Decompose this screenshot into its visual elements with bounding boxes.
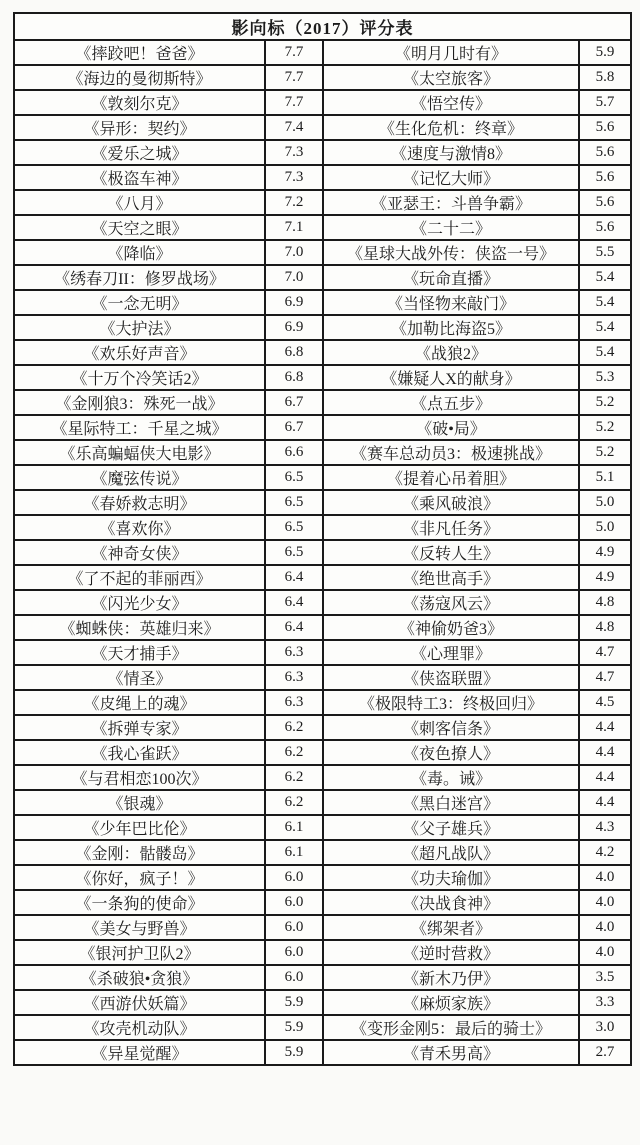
movie-title-cell: 《太空旅客》: [323, 65, 579, 90]
movie-score-cell: 6.2: [265, 790, 323, 815]
table-title: 影向标（2017）评分表: [14, 13, 631, 40]
movie-score-cell: 5.5: [579, 240, 631, 265]
table-row: [14, 90, 631, 115]
table-row: [14, 40, 631, 65]
movie-title-cell: 《乘风破浪》: [323, 490, 579, 515]
movie-title-cell: 《功夫瑜伽》: [323, 865, 579, 890]
movie-title-cell: 《西游伏妖篇》: [14, 990, 265, 1015]
table-row: [14, 515, 631, 540]
table-row: [14, 115, 631, 140]
table-row: [14, 940, 631, 965]
movie-title-cell: 《绝世高手》: [323, 565, 579, 590]
table-row: [14, 340, 631, 365]
movie-score-cell: 6.1: [265, 815, 323, 840]
movie-title-cell: 《与君相恋100次》: [14, 765, 265, 790]
movie-score-cell: 6.3: [265, 665, 323, 690]
movie-score-cell: 7.1: [265, 215, 323, 240]
movie-score-cell: 6.5: [265, 490, 323, 515]
table-row: [14, 390, 631, 415]
movie-score-cell: 7.4: [265, 115, 323, 140]
movie-title-cell: 《反转人生》: [323, 540, 579, 565]
movie-score-cell: 5.1: [579, 465, 631, 490]
table-row: [14, 590, 631, 615]
movie-score-cell: 6.5: [265, 540, 323, 565]
movie-score-cell: 5.0: [579, 490, 631, 515]
movie-score-cell: 6.3: [265, 690, 323, 715]
movie-score-cell: 7.0: [265, 240, 323, 265]
movie-title-cell: 《异形：契约》: [14, 115, 265, 140]
movie-score-cell: 6.4: [265, 615, 323, 640]
movie-title-cell: 《星球大战外传：侠盗一号》: [323, 240, 579, 265]
movie-title-cell: 《乐高蝙蝠侠大电影》: [14, 440, 265, 465]
movie-title-cell: 《星际特工：千星之城》: [14, 415, 265, 440]
movie-title-cell: 《速度与激情8》: [323, 140, 579, 165]
movie-score-cell: 4.0: [579, 940, 631, 965]
table-row: [14, 215, 631, 240]
table-row: [14, 315, 631, 340]
movie-score-cell: 5.6: [579, 165, 631, 190]
movie-score-cell: 5.4: [579, 290, 631, 315]
movie-title-cell: 《爱乐之城》: [14, 140, 265, 165]
movie-title-cell: 《银魂》: [14, 790, 265, 815]
table-row: [14, 640, 631, 665]
movie-score-cell: 5.2: [579, 415, 631, 440]
movie-title-cell: 《拆弹专家》: [14, 715, 265, 740]
movie-title-cell: 《玩命直播》: [323, 265, 579, 290]
table-row: [14, 990, 631, 1015]
movie-score-cell: 7.0: [265, 265, 323, 290]
movie-score-cell: 5.6: [579, 115, 631, 140]
table-row: [14, 690, 631, 715]
table-row: [14, 565, 631, 590]
movie-title-cell: 《新木乃伊》: [323, 965, 579, 990]
movie-score-cell: 3.3: [579, 990, 631, 1015]
movie-score-cell: 6.2: [265, 765, 323, 790]
movie-title-cell: 《欢乐好声音》: [14, 340, 265, 365]
movie-score-cell: 4.5: [579, 690, 631, 715]
table-row: [14, 965, 631, 990]
movie-score-cell: 4.0: [579, 865, 631, 890]
movie-title-cell: 《金刚狼3：殊死一战》: [14, 390, 265, 415]
movie-title-cell: 《少年巴比伦》: [14, 815, 265, 840]
movie-title-cell: 《攻壳机动队》: [14, 1015, 265, 1040]
movie-score-cell: 4.9: [579, 540, 631, 565]
movie-title-cell: 《天空之眼》: [14, 215, 265, 240]
movie-score-cell: 4.0: [579, 915, 631, 940]
movie-title-cell: 《你好，疯子！》: [14, 865, 265, 890]
table-row: [14, 665, 631, 690]
movie-score-cell: 4.8: [579, 590, 631, 615]
movie-title-cell: 《异星觉醒》: [14, 1040, 265, 1065]
movie-title-cell: 《夜色撩人》: [323, 740, 579, 765]
movie-score-cell: 6.5: [265, 515, 323, 540]
movie-score-cell: 6.1: [265, 840, 323, 865]
movie-title-cell: 《大护法》: [14, 315, 265, 340]
movie-title-cell: 《非凡任务》: [323, 515, 579, 540]
movie-score-cell: 5.2: [579, 390, 631, 415]
movie-score-cell: 6.3: [265, 640, 323, 665]
table-row: [14, 915, 631, 940]
movie-title-cell: 《情圣》: [14, 665, 265, 690]
movie-score-cell: 5.6: [579, 215, 631, 240]
movie-title-cell: 《银河护卫队2》: [14, 940, 265, 965]
movie-title-cell: 《一念无明》: [14, 290, 265, 315]
movie-title-cell: 《加勒比海盗5》: [323, 315, 579, 340]
movie-score-cell: 6.9: [265, 315, 323, 340]
movie-title-cell: 《破•局》: [323, 415, 579, 440]
table-row: [14, 615, 631, 640]
movie-title-cell: 《极限特工3：终极回归》: [323, 690, 579, 715]
movie-title-cell: 《春娇救志明》: [14, 490, 265, 515]
movie-title-cell: 《侠盗联盟》: [323, 665, 579, 690]
movie-title-cell: 《青禾男高》: [323, 1040, 579, 1065]
movie-score-cell: 5.0: [579, 515, 631, 540]
table-row: [14, 415, 631, 440]
movie-score-cell: 5.4: [579, 265, 631, 290]
table-row: [14, 1040, 631, 1065]
movie-title-cell: 《当怪物来敲门》: [323, 290, 579, 315]
movie-score-cell: 4.4: [579, 765, 631, 790]
movie-score-cell: 6.0: [265, 865, 323, 890]
movie-title-cell: 《变形金刚5：最后的骑士》: [323, 1015, 579, 1040]
movie-score-cell: 6.7: [265, 390, 323, 415]
table-row: [14, 715, 631, 740]
movie-score-cell: 4.4: [579, 715, 631, 740]
movie-score-cell: 4.7: [579, 665, 631, 690]
movie-title-cell: 《杀破狼•贪狼》: [14, 965, 265, 990]
movie-score-cell: 7.7: [265, 65, 323, 90]
movie-title-cell: 《神偷奶爸3》: [323, 615, 579, 640]
movie-title-cell: 《神奇女侠》: [14, 540, 265, 565]
movie-title-cell: 《父子雄兵》: [323, 815, 579, 840]
movie-title-cell: 《蜘蛛侠：英雄归来》: [14, 615, 265, 640]
movie-title-cell: 《八月》: [14, 190, 265, 215]
movie-score-cell: 7.3: [265, 165, 323, 190]
movie-title-cell: 《天才捕手》: [14, 640, 265, 665]
movie-score-cell: 6.0: [265, 890, 323, 915]
movie-title-cell: 《一条狗的使命》: [14, 890, 265, 915]
movie-title-cell: 《赛车总动员3：极速挑战》: [323, 440, 579, 465]
movie-title-cell: 《嫌疑人X的献身》: [323, 365, 579, 390]
movie-score-cell: 5.6: [579, 140, 631, 165]
movie-title-cell: 《魔弦传说》: [14, 465, 265, 490]
table-row: [14, 465, 631, 490]
rating-table: [13, 12, 632, 1066]
table-row: [14, 840, 631, 865]
movie-title-cell: 《二十二》: [323, 215, 579, 240]
table-row: [14, 265, 631, 290]
movie-title-cell: 《海边的曼彻斯特》: [14, 65, 265, 90]
movie-score-cell: 5.8: [579, 65, 631, 90]
movie-score-cell: 6.5: [265, 465, 323, 490]
table-row: [14, 740, 631, 765]
movie-score-cell: 4.4: [579, 740, 631, 765]
movie-title-cell: 《决战食神》: [323, 890, 579, 915]
movie-score-cell: 5.3: [579, 365, 631, 390]
movie-title-cell: 《绣春刀II：修罗战场》: [14, 265, 265, 290]
movie-score-cell: 6.6: [265, 440, 323, 465]
movie-score-cell: 7.7: [265, 90, 323, 115]
table-row: [14, 365, 631, 390]
movie-score-cell: 6.0: [265, 965, 323, 990]
movie-score-cell: 6.2: [265, 715, 323, 740]
movie-title-cell: 《了不起的菲丽西》: [14, 565, 265, 590]
table-row: [14, 290, 631, 315]
table-row: [14, 765, 631, 790]
movie-title-cell: 《战狼2》: [323, 340, 579, 365]
movie-score-cell: 6.8: [265, 365, 323, 390]
movie-score-cell: 6.9: [265, 290, 323, 315]
table-row: [14, 65, 631, 90]
movie-title-cell: 《明月几时有》: [323, 40, 579, 65]
table-row: [14, 790, 631, 815]
movie-title-cell: 《皮绳上的魂》: [14, 690, 265, 715]
movie-score-cell: 7.3: [265, 140, 323, 165]
table-row: [14, 140, 631, 165]
movie-title-cell: 《刺客信条》: [323, 715, 579, 740]
movie-score-cell: 7.2: [265, 190, 323, 215]
movie-title-cell: 《生化危机：终章》: [323, 115, 579, 140]
table-header-row: [14, 13, 631, 40]
movie-title-cell: 《美女与野兽》: [14, 915, 265, 940]
movie-title-cell: 《心理罪》: [323, 640, 579, 665]
movie-score-cell: 6.4: [265, 565, 323, 590]
table-body: [14, 40, 631, 1065]
movie-title-cell: 《记忆大师》: [323, 165, 579, 190]
movie-title-cell: 《喜欢你》: [14, 515, 265, 540]
table-row: [14, 440, 631, 465]
movie-title-cell: 《悟空传》: [323, 90, 579, 115]
movie-title-cell: 《毒。诫》: [323, 765, 579, 790]
movie-title-cell: 《绑架者》: [323, 915, 579, 940]
movie-score-cell: 5.6: [579, 190, 631, 215]
movie-title-cell: 《黑白迷宫》: [323, 790, 579, 815]
movie-score-cell: 4.3: [579, 815, 631, 840]
movie-title-cell: 《提着心吊着胆》: [323, 465, 579, 490]
table-row: [14, 1015, 631, 1040]
movie-title-cell: 《超凡战队》: [323, 840, 579, 865]
movie-title-cell: 《摔跤吧！爸爸》: [14, 40, 265, 65]
movie-score-cell: 2.7: [579, 1040, 631, 1065]
movie-score-cell: 5.4: [579, 315, 631, 340]
movie-score-cell: 4.0: [579, 890, 631, 915]
movie-title-cell: 《麻烦家族》: [323, 990, 579, 1015]
movie-score-cell: 6.7: [265, 415, 323, 440]
table-row: [14, 490, 631, 515]
movie-score-cell: 7.7: [265, 40, 323, 65]
movie-score-cell: 6.0: [265, 940, 323, 965]
movie-title-cell: 《亚瑟王：斗兽争霸》: [323, 190, 579, 215]
movie-score-cell: 3.5: [579, 965, 631, 990]
movie-score-cell: 6.0: [265, 915, 323, 940]
movie-title-cell: 《金刚：骷髅岛》: [14, 840, 265, 865]
movie-score-cell: 6.4: [265, 590, 323, 615]
movie-score-cell: 4.2: [579, 840, 631, 865]
table-row: [14, 890, 631, 915]
movie-score-cell: 6.2: [265, 740, 323, 765]
movie-score-cell: 6.8: [265, 340, 323, 365]
movie-score-cell: 5.4: [579, 340, 631, 365]
table-row: [14, 865, 631, 890]
movie-score-cell: 5.9: [265, 990, 323, 1015]
movie-score-cell: 5.9: [579, 40, 631, 65]
movie-title-cell: 《点五步》: [323, 390, 579, 415]
table-row: [14, 190, 631, 215]
table-row: [14, 815, 631, 840]
movie-score-cell: 4.7: [579, 640, 631, 665]
table-row: [14, 540, 631, 565]
movie-title-cell: 《降临》: [14, 240, 265, 265]
movie-score-cell: 4.4: [579, 790, 631, 815]
table-row: [14, 165, 631, 190]
movie-title-cell: 《敦刻尔克》: [14, 90, 265, 115]
movie-title-cell: 《闪光少女》: [14, 590, 265, 615]
movie-score-cell: 5.9: [265, 1040, 323, 1065]
movie-score-cell: 4.9: [579, 565, 631, 590]
movie-score-cell: 5.7: [579, 90, 631, 115]
movie-title-cell: 《十万个冷笑话2》: [14, 365, 265, 390]
movie-score-cell: 5.2: [579, 440, 631, 465]
movie-title-cell: 《荡寇风云》: [323, 590, 579, 615]
table-row: [14, 240, 631, 265]
movie-title-cell: 《极盗车神》: [14, 165, 265, 190]
movie-score-cell: 3.0: [579, 1015, 631, 1040]
rating-table-page: [13, 12, 630, 1066]
movie-title-cell: 《逆时营救》: [323, 940, 579, 965]
movie-score-cell: 4.8: [579, 615, 631, 640]
movie-score-cell: 5.9: [265, 1015, 323, 1040]
movie-title-cell: 《我心雀跃》: [14, 740, 265, 765]
